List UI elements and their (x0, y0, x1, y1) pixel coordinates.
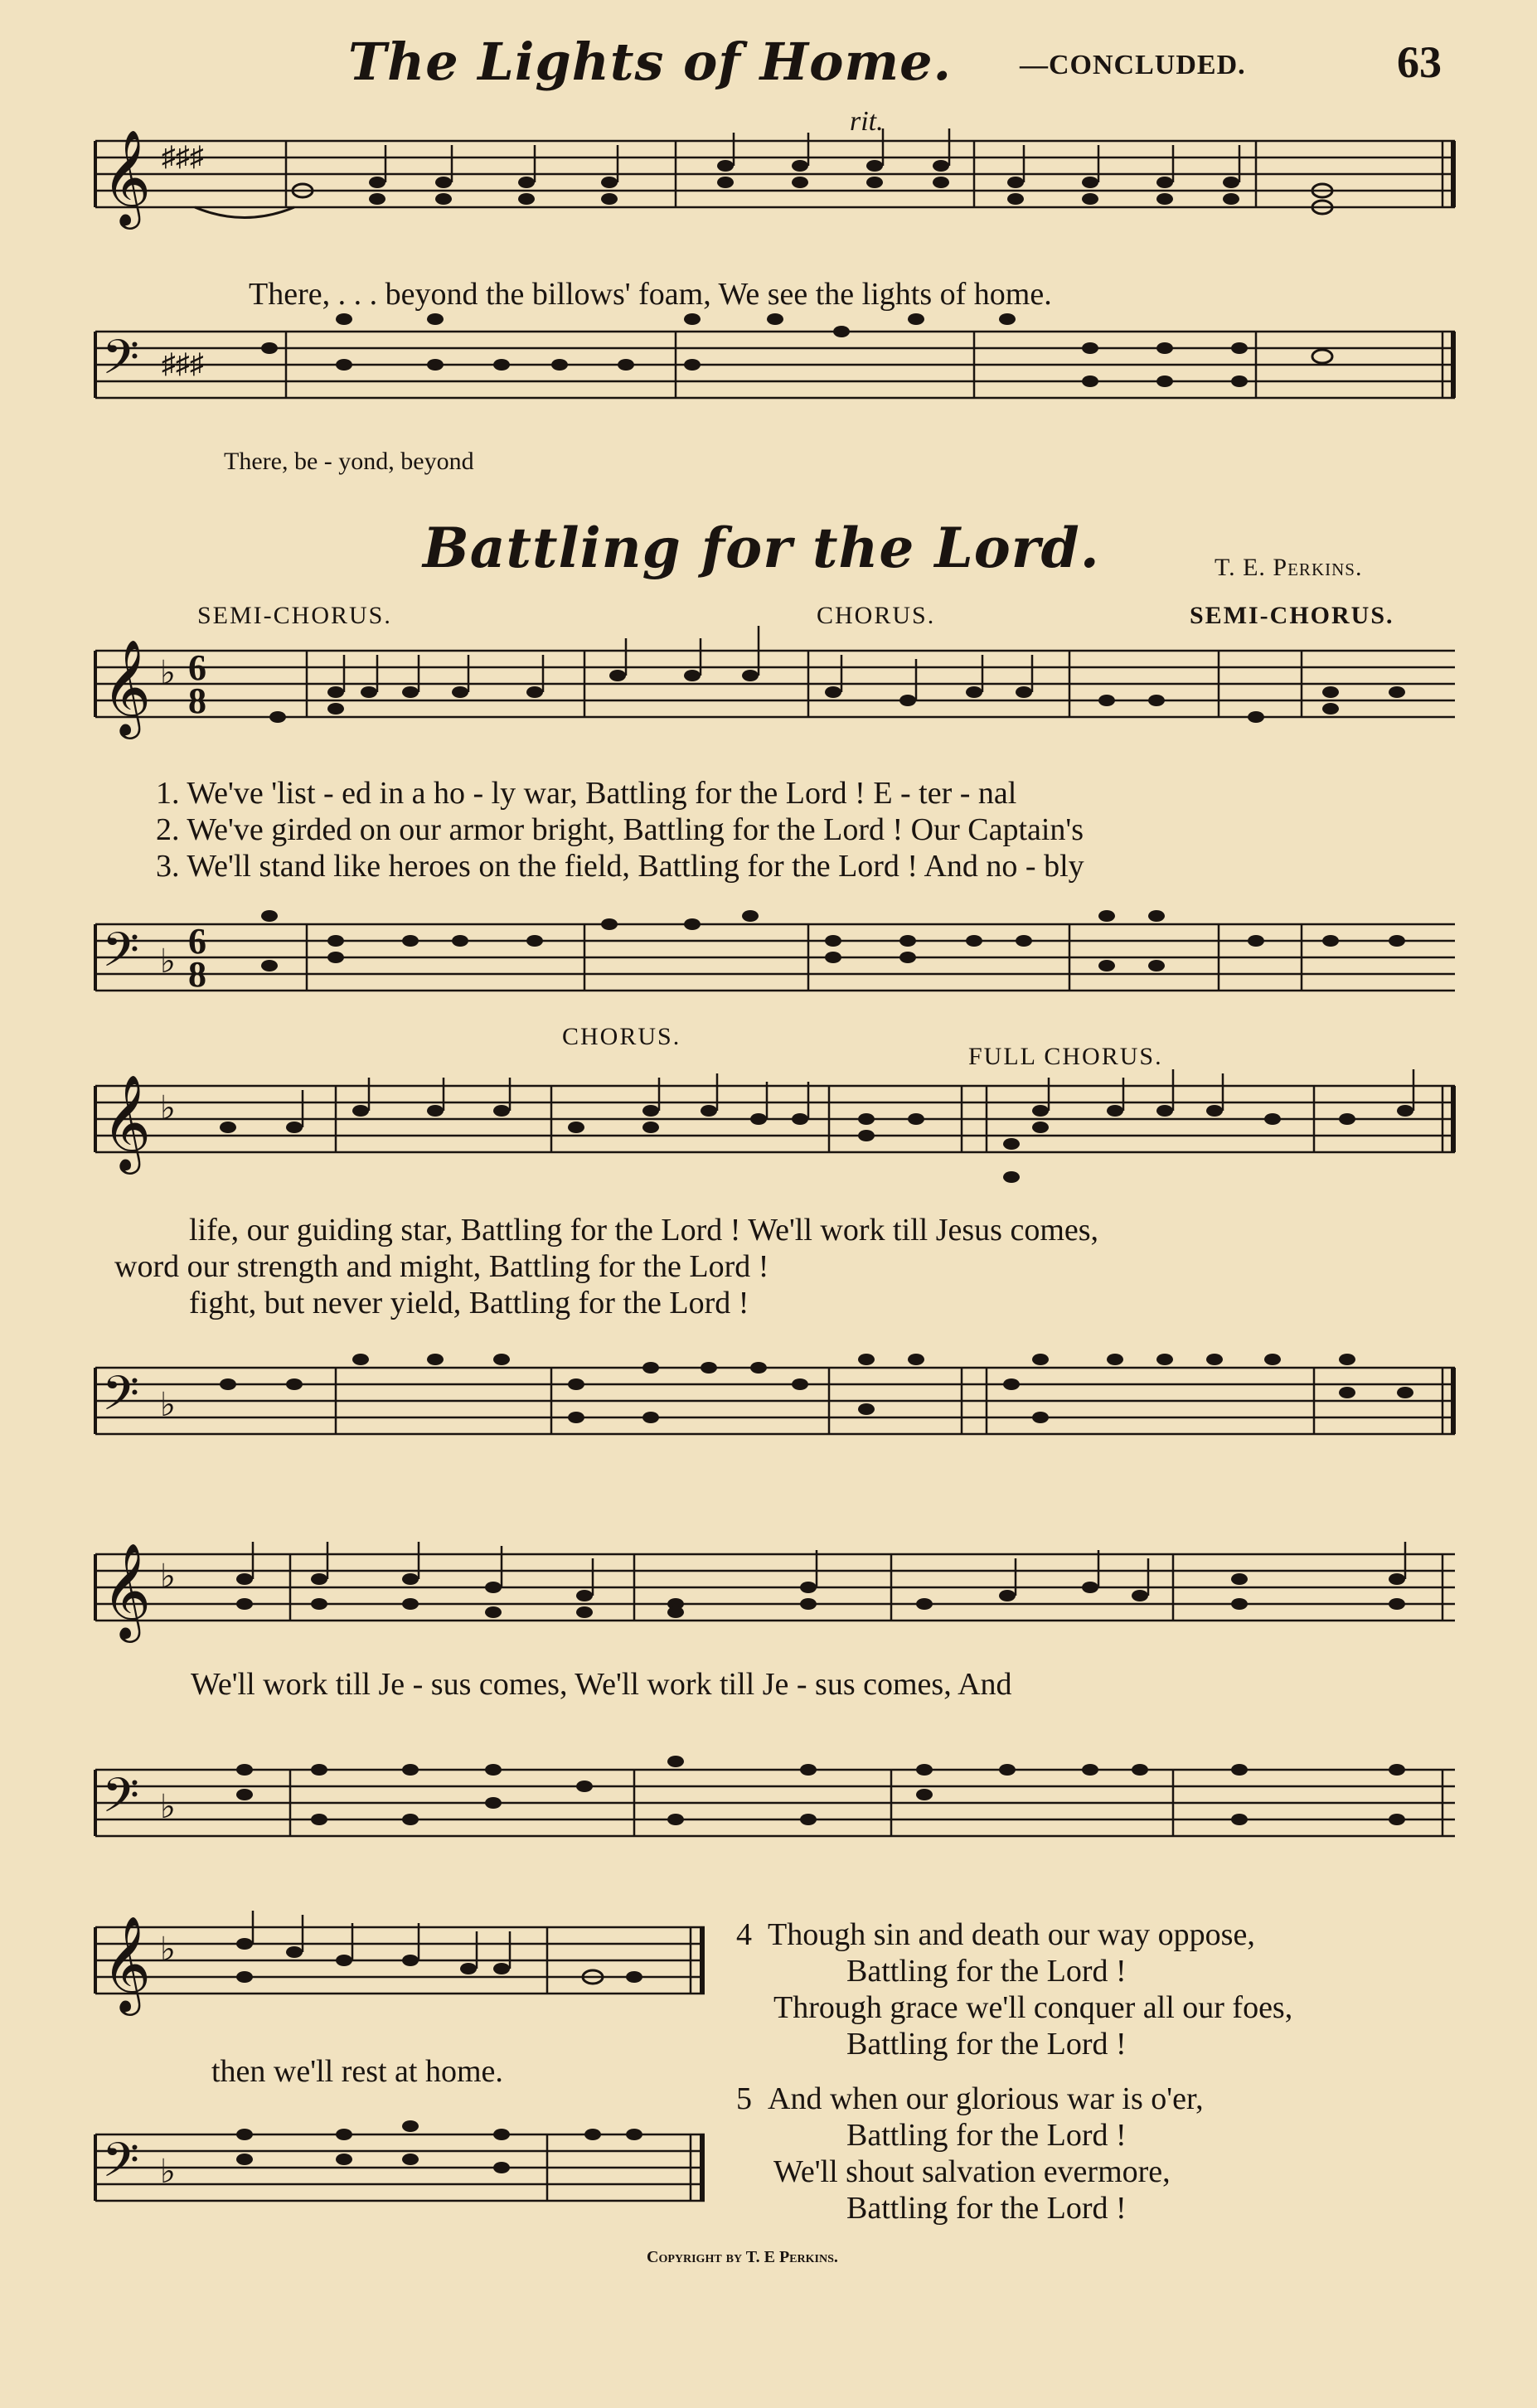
verse-5 (736, 2081, 1204, 2226)
battling-s3-bass-staff (95, 1761, 1455, 1861)
verse-line: Battling for the Lord ! (846, 1954, 1127, 1989)
svg-text:8: 8 (188, 954, 206, 995)
verse-line: Battling for the Lord ! (846, 2027, 1127, 2062)
svg-text:♭: ♭ (160, 1386, 176, 1423)
svg-text:𝄞: 𝄞 (102, 1073, 152, 1170)
svg-text:𝄢: 𝄢 (102, 922, 140, 990)
copyright-notice: Copyright by T. E Perkins. (647, 2248, 838, 2266)
label-semi-chorus-2: SEMI-CHORUS. (1190, 602, 1394, 629)
svg-text:6: 6 (188, 921, 206, 962)
battling-s2-treble-staff (95, 1073, 1455, 1177)
s2-lyric-verse2: word our strength and might, Battling for the Lord ! (114, 1249, 769, 1284)
s2-lyric-verse3: fight, but never yield, Battling for the Lord ! (189, 1286, 749, 1320)
verse-line: Battling for the Lord ! (846, 2118, 1127, 2153)
verse-number: 5 (736, 2081, 752, 2116)
svg-text:𝄞: 𝄞 (102, 1915, 152, 2012)
svg-text:♭: ♭ (160, 1788, 176, 1825)
label-chorus-1: CHORUS. (817, 602, 936, 629)
s1-lyric-verse3: 3. We'll stand like heroes on the field, Battling for the Lord ! And no - bly (156, 849, 1084, 884)
battling-s4-bass-staff (95, 2126, 705, 2226)
battling-s1-treble-staff (95, 638, 1455, 742)
battling-s1-bass-staff (95, 916, 1455, 1015)
tempo-mark-rit: rit. (850, 106, 884, 137)
verse-number: 4 (736, 1917, 752, 1952)
s1-time-top: 6 (188, 647, 206, 688)
verse-line: Battling for the Lord ! (846, 2191, 1127, 2226)
verse-line: Though sin and death our way oppose, (768, 1917, 1255, 1952)
svg-text:𝄞: 𝄞 (102, 638, 152, 735)
verse-line: We'll shout salvation evermore, (773, 2154, 1171, 2189)
battling-s3-treble-staff (95, 1542, 1455, 1645)
lights-bass-staff (95, 323, 1455, 423)
page-title-suffix: —CONCLUDED. (1020, 50, 1246, 80)
lights-lyric-treble: There, . . . beyond the billows' foam, We see the lights of home. (249, 277, 1052, 312)
verse-line: And when our glorious war is o'er, (768, 2081, 1204, 2116)
svg-text:♭: ♭ (160, 1931, 176, 1968)
page-title: The Lights of Home. (348, 31, 953, 92)
svg-text:♭: ♭ (160, 1558, 176, 1595)
svg-text:𝄢: 𝄢 (102, 1365, 140, 1433)
s1-lyric-verse2: 2. We've girded on our armor bright, Battling for the Lord ! Our Captain's (156, 812, 1084, 847)
verse-4 (736, 1916, 1292, 2062)
hymn-title: Battling for the Lord. (423, 516, 1100, 580)
battling-s4-treble-staff (95, 1915, 705, 2018)
lights-lyric-bass: There, be - yond, beyond (224, 448, 474, 475)
svg-text:♯♯♯: ♯♯♯ (162, 349, 204, 380)
svg-text:♭: ♭ (160, 1089, 176, 1126)
lights-treble-staff (95, 128, 1455, 232)
svg-text:𝄢: 𝄢 (102, 2132, 140, 2200)
verse-line: Through grace we'll conquer all our foes, (773, 1990, 1293, 2025)
label-semi-chorus-1: SEMI-CHORUS. (197, 602, 392, 629)
svg-text:𝄞: 𝄞 (102, 128, 152, 225)
svg-text:♯♯♯: ♯♯♯ (162, 142, 204, 172)
svg-text:𝄞: 𝄞 (102, 1542, 152, 1639)
svg-text:𝄢: 𝄢 (102, 1767, 140, 1835)
label-chorus-2: CHORUS. (562, 1023, 681, 1050)
svg-text:♭: ♭ (160, 942, 176, 980)
s2-lyric-verse1: life, our guiding star, Battling for the Lord ! We'll work till Jesus comes, (189, 1213, 1099, 1248)
s4-lyric: then we'll rest at home. (211, 2054, 503, 2089)
page-number: 63 (1397, 37, 1442, 87)
s1-time-bottom: 8 (188, 681, 206, 721)
s3-lyric: We'll work till Je - sus comes, We'll work till Je - sus comes, And (191, 1667, 1012, 1702)
svg-text:♭: ♭ (160, 654, 176, 691)
label-full-chorus: FULL CHORUS. (968, 1043, 1163, 1070)
hymn-composer: T. E. Perkins. (1215, 554, 1363, 581)
battling-s2-bass-staff (95, 1359, 1455, 1459)
svg-text:𝄢: 𝄢 (102, 329, 140, 397)
svg-text:♭: ♭ (160, 2153, 176, 2190)
s1-lyric-verse1: 1. We've 'list - ed in a ho - ly war, Battling for the Lord ! E - ter - nal (156, 776, 1017, 811)
